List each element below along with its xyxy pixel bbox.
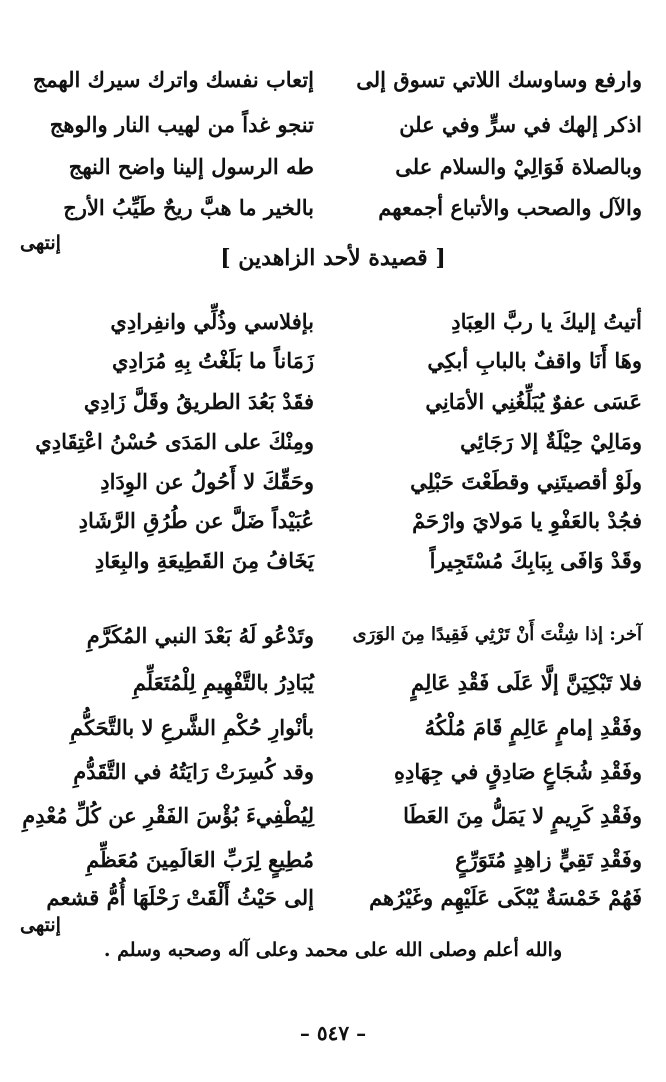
verse-first-half: فلا تَبْكِيَنَّ إلَّا عَلَى فَقْدِ عَالِمٍ bbox=[410, 669, 642, 695]
verse-second-half: عُبَيْداً ضَلَّ عن طُرُقِ الرَّشَادِ bbox=[78, 507, 314, 533]
verse-second-half: فقَدْ بَعُدَ الطريقُ وقَلَّ زَادِي bbox=[83, 388, 314, 414]
verse-first-half: وفَقْدِ كَرِيمٍ لا يَمَلُّ مِنَ العَطَا bbox=[403, 802, 642, 828]
verse-second-half: بإفلاسي وذُلِّي وانفِرادِي bbox=[110, 308, 314, 334]
verse-second-half: ومِنْكَ على المَدَى حُسْنُ اعْتِقَادِي bbox=[35, 428, 314, 454]
verse-row bbox=[18, 420, 642, 462]
verse-first-half: أتيتُ إليكَ يا ربَّ العِبَادِ bbox=[451, 308, 642, 334]
verse-row bbox=[18, 539, 642, 581]
verse-second-half: لِيُطْفِيءَ بُؤْسَ الفَقْرِ عن كُلِّ مُعْدِمِ bbox=[22, 802, 314, 828]
verse-first-half: ولَوْ أقصيتَنِي وقطَعْتَ حَبْلِي bbox=[410, 468, 642, 494]
verse-first-half: فجُدْ بالعَفْوِ يا مَولايَ وارْحَمْ bbox=[412, 507, 642, 533]
verse-first-half: والآل والصحب والأتباع أجمعهم bbox=[378, 194, 642, 220]
verse-first-half: وفَقْدِ تَقِيٍّ زاهِدٍ مُتَوَرِّعٍ bbox=[455, 846, 642, 872]
verse-first-half: آخر: إذا شِئْتَ أَنْ تَرْثِي فَقِيدًا مِنَ الوَرَى bbox=[352, 624, 642, 645]
verse-row bbox=[18, 750, 642, 792]
verse-second-half: مُطِيعٍ لِرَبِّ العَالَمِينَ مُعَظِّمِ bbox=[86, 846, 314, 872]
verse-row bbox=[18, 145, 642, 187]
verse-row bbox=[18, 58, 642, 100]
verse-row bbox=[18, 876, 642, 918]
verse-row bbox=[18, 499, 642, 541]
verse-first-half: اذكر إلهك في سرٍّ وفي علن bbox=[399, 111, 642, 137]
verse-row bbox=[18, 838, 642, 880]
verse-row bbox=[18, 339, 642, 381]
verse-first-half: فَهُمْ خَمْسَةٌ يُبْكَى عَلَيْهِم وغَيْرُهم bbox=[369, 884, 642, 910]
verse-row bbox=[18, 380, 642, 422]
verse-second-half: طه الرسول إلينا واضح النهج bbox=[68, 153, 314, 179]
verse-row bbox=[18, 794, 642, 836]
verse-first-half: وبالصلاة فَوَالِيْ والسلام على bbox=[395, 153, 642, 179]
verse-second-half: تنجو غداً من لهيب النار والوهج bbox=[49, 111, 314, 137]
verse-first-half: عَسَى عفوٌ يُبَلِّغُنِي الأمَانِي bbox=[425, 388, 642, 414]
verse-second-half: وحَقِّكَ لا أَحُولُ عن الوِدَادِ bbox=[100, 468, 314, 494]
verse-second-half: زَمَاناً ما بَلَغْتُ بِهِ مُرَادِي bbox=[111, 347, 314, 373]
verse-first-half: ومَالِيْ حِيْلَةٌ إلا رَجَائِي bbox=[460, 428, 642, 454]
closing-line: والله أعلم وصلى الله على محمد وعلى آله وصحبه وسلم . bbox=[103, 939, 563, 961]
verse-second-half: يُبَادِرُ بالتَّفْهِيمِ لِلْمُتَعَلِّمِ bbox=[132, 669, 314, 695]
verse-first-half: وفَقْدِ إمامٍ عَالِمٍ قَامَ مُلْكُهُ bbox=[424, 714, 642, 740]
verse-first-half: وفَقْدِ شُجَاعٍ صَادِقٍ في جِهَادِهِ bbox=[394, 758, 642, 784]
verse-row bbox=[18, 186, 642, 228]
verse-first-half: وقَدْ وَافَى بِبَابِكَ مُسْتَجِيراً bbox=[429, 547, 642, 573]
verse-second-half: بالخير ما هبَّ ريحٌ طَيِّبُ الأرج bbox=[63, 194, 314, 220]
verse-row bbox=[18, 614, 642, 656]
verse-first-half: وارفع وساوسك اللاتي تسوق إلى bbox=[356, 66, 642, 92]
verse-row bbox=[18, 706, 642, 748]
verse-first-half: وهَا أَنَا واقفٌ بالبابِ أبكِي bbox=[427, 347, 642, 373]
verse-row bbox=[18, 460, 642, 502]
verse-second-half: بأنْوارِ حُكْمِ الشَّرعِ لا بالتَّحَكُّمِ bbox=[70, 714, 314, 740]
verse-row bbox=[18, 300, 642, 342]
end-marker: إنتهى bbox=[20, 914, 61, 936]
verse-second-half: إلى حَيْثُ أَلْقَتْ رَحْلَهَا أُمُّ قشعم bbox=[46, 884, 314, 910]
verse-second-half: وتَدْعُو لَهُ بَعْدَ النبي المُكَرَّمِ bbox=[86, 622, 314, 648]
poem-title: [ قصيدة لأحد الزاهدين ] bbox=[220, 245, 446, 271]
verse-second-half: يَخَافُ مِنَ القَطِيعَةِ والبِعَادِ bbox=[94, 547, 314, 573]
verse-row bbox=[18, 661, 642, 703]
page-number: – ٥٤٧ – bbox=[299, 1021, 367, 1045]
verse-row bbox=[18, 103, 642, 145]
verse-second-half: إتعاب نفسك واترك سيرك الهمج bbox=[32, 66, 314, 92]
verse-second-half: وقد كُسِرَتْ رَايَتُهُ في التَّقَدُّمِ bbox=[73, 758, 314, 784]
end-marker: إنتهى bbox=[20, 232, 61, 254]
